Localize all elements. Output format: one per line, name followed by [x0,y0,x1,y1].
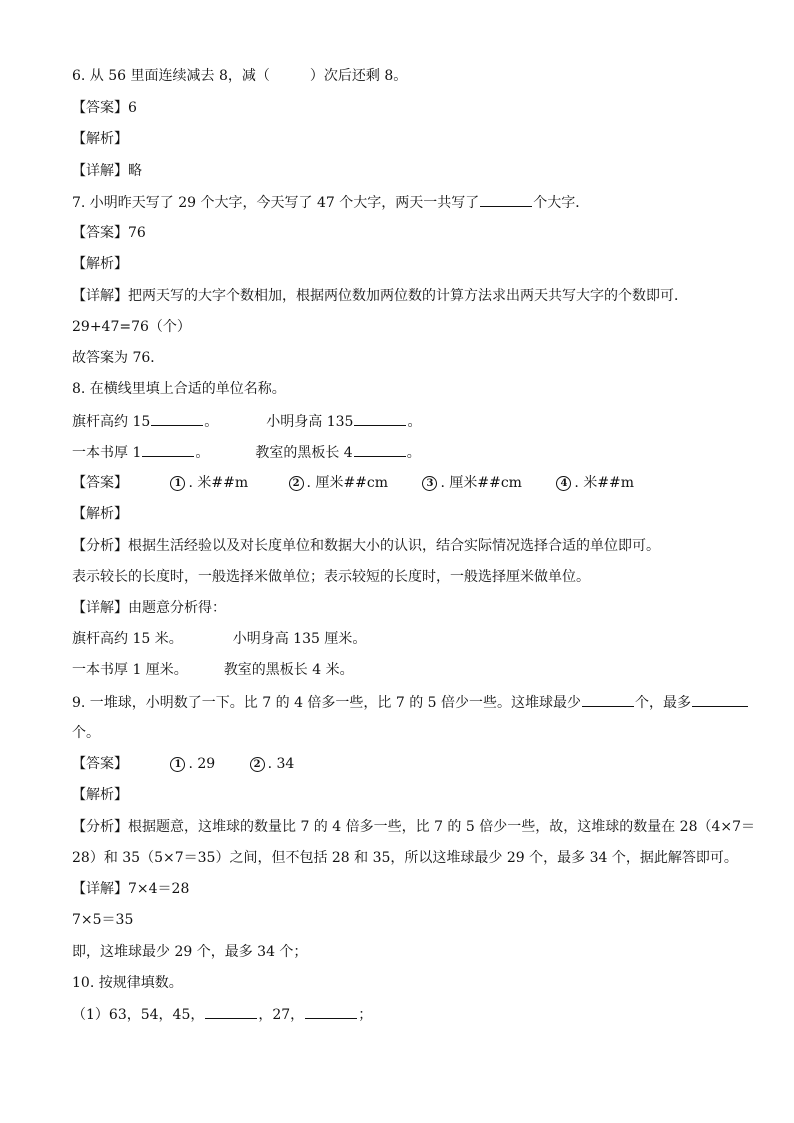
q7-detail [72,284,734,308]
analysis-tag: 【解析】 [72,506,128,522]
answer-tag: 【答案】 [72,475,128,491]
q10-blank-2 [305,1002,357,1019]
q8-detail-row-2 [72,658,734,682]
q8-detail-text: 由题意分析得： [128,600,226,616]
q7-answer [72,221,734,245]
q10-sub-1 [72,1002,734,1026]
q9-stem [72,690,734,714]
detail-tag: 【详解】 [72,163,128,179]
q7-stem [72,190,734,214]
q7-answer-value: 76 [128,225,146,241]
analyze-tag: 【分析】 [72,819,128,835]
q6-answer [72,96,734,120]
q8-row2-a: 一本书厚 1 [72,445,142,461]
q9-blank-2 [692,690,748,707]
q9-detail [72,877,734,901]
q8-answer-3-text: . 厘米##cm [440,475,522,491]
q9-calc-2: 7×5＝35 [72,912,134,928]
q8-row2-b: 教室的黑板长 4 [255,445,353,461]
circled-number-icon: 1 [170,476,185,491]
q6-answer-value: 6 [128,100,137,116]
q10-sub1-b: ，27， [258,1007,305,1023]
detail-tag: 【详解】 [72,288,128,304]
q7-conclusion [72,346,734,370]
q9-analyze-text-2: 28）和 35（5×7＝35）之间，但不包括 28 和 35，所以这堆球最少 29 个，最多 34 个，据此解答即可。 [72,850,738,866]
q8-answer [72,471,734,495]
q8-analysis [72,502,734,526]
q8-blank-2 [354,409,406,426]
q8-detail-row1-a: 旗杆高约 15 米。 [72,631,183,647]
q6-stem-text-a: 6. 从 56 里面连续减去 8，减（ [72,68,270,84]
q9-calc-1: 7×4＝28 [128,881,190,897]
q10-sub1-a: （1）63，54，45， [72,1007,205,1023]
q7-stem-text-a: 7. 小明昨天写了 29 个大字，今天写了 47 个大字，两天一共写了 [72,195,480,211]
q9-analysis [72,783,734,807]
analysis-tag: 【解析】 [72,256,128,272]
q8-answer-3 [422,475,521,491]
q8-answer-1 [170,475,248,491]
analyze-tag: 【分析】 [72,538,128,554]
q8-blank-1 [151,409,203,426]
q8-answer-2 [289,475,388,491]
q9-stem-2 [72,721,734,745]
q9-stem-text-b: 个，最多 [635,695,692,711]
q7-stem-text-b: 个大字． [533,195,590,211]
q10-sub1-c: ； [358,1007,373,1023]
q8-stem-text: 8. 在横线里填上合适的单位名称。 [72,381,286,397]
circled-number-icon: 2 [250,757,265,772]
q6-detail [72,159,734,183]
q8-detail-row1-b: 小明身高 135 厘米。 [232,631,367,647]
analysis-tag: 【解析】 [72,787,128,803]
q9-analyze-text: 根据题意，这堆球的数量比 7 的 4 倍多一些，比 7 的 5 倍少一些，故，这堆球的数量在 28（4×7＝ [128,819,756,835]
q9-answer [72,752,734,776]
q6-detail-text: 略 [128,163,142,179]
q8-row2-b-end: 。 [406,445,421,461]
q9-conclusion [72,940,734,964]
q8-blank-4 [354,440,406,457]
q8-detail-row-1 [72,627,734,651]
q8-analyze-text: 根据生活经验以及对长度单位和数据大小的认识，结合实际情况选择合适的单位即可。 [128,538,660,554]
q6-stem [72,64,734,88]
q8-detail-row2-b: 教室的黑板长 4 米。 [223,662,354,678]
q7-conclusion-text: 故答案为 76． [72,350,165,366]
q8-stem [72,377,734,401]
answer-tag: 【答案】 [72,100,128,116]
q8-answer-2-text: . 厘米##cm [306,475,389,491]
q6-stem-text-b: ）次后还剩 8。 [309,68,408,84]
q8-detail [72,596,734,620]
q6-analysis [72,127,734,151]
q9-analyze-2 [72,846,738,870]
q9-answer-2-text: . 34 [267,756,295,772]
detail-tag: 【详解】 [72,600,128,616]
q9-calc-row-2 [72,908,734,932]
analysis-tag: 【解析】 [72,131,128,147]
q7-detail-text: 把两天写的大字个数相加，根据两位数加两位数的计算方法求出两天共写大字的个数即可． [128,288,688,304]
q9-answer-2 [250,756,295,772]
q7-calc-text: 29+47=76（个） [72,319,191,335]
q8-row1-b-end: 。 [407,414,422,430]
q9-conclusion-text: 即，这堆球最少 29 个，最多 34 个； [72,944,308,960]
circled-number-icon: 3 [422,476,437,491]
q8-row1-b: 小明身高 135 [266,414,354,430]
q8-blank-3 [142,440,194,457]
q8-answer-4 [556,475,634,491]
q8-analyze [72,534,734,558]
q7-blank [480,190,532,207]
q10-stem [72,971,734,995]
answer-tag: 【答案】 [72,225,128,241]
q8-row-1 [72,409,734,433]
q9-blank-1 [582,690,634,707]
detail-tag: 【详解】 [72,881,128,897]
q8-row2-a-end: 。 [195,445,210,461]
q9-analyze [72,815,756,839]
q9-stem-text-c: 个。 [72,725,100,741]
q8-analyze-2 [72,565,734,589]
circled-number-icon: 4 [556,476,571,491]
q8-answer-4-text: . 米##m [574,475,635,491]
q9-answer-1 [170,756,215,772]
q7-calc [72,315,734,339]
q8-row1-a-end: 。 [204,414,219,430]
answer-tag: 【答案】 [72,756,128,772]
q10-blank-1 [205,1002,257,1019]
q8-answer-1-text: . 米##m [188,475,249,491]
circled-number-icon: 2 [289,476,304,491]
circled-number-icon: 1 [170,757,185,772]
q8-row1-a: 旗杆高约 15 [72,414,151,430]
q9-answer-1-text: . 29 [188,756,216,772]
q8-row-2 [72,440,734,464]
q7-analysis [72,252,734,276]
q8-analyze-text-2: 表示较长的长度时，一般选择米做单位；表示较短的长度时，一般选择厘米做单位。 [72,569,590,585]
q9-stem-text-a: 9. 一堆球，小明数了一下。比 7 的 4 倍多一些，比 7 的 5 倍少一些。这堆球最少 [72,695,582,711]
q8-detail-row2-a: 一本书厚 1 厘米。 [72,662,188,678]
q10-stem-text: 10. 按规律填数。 [72,975,183,991]
